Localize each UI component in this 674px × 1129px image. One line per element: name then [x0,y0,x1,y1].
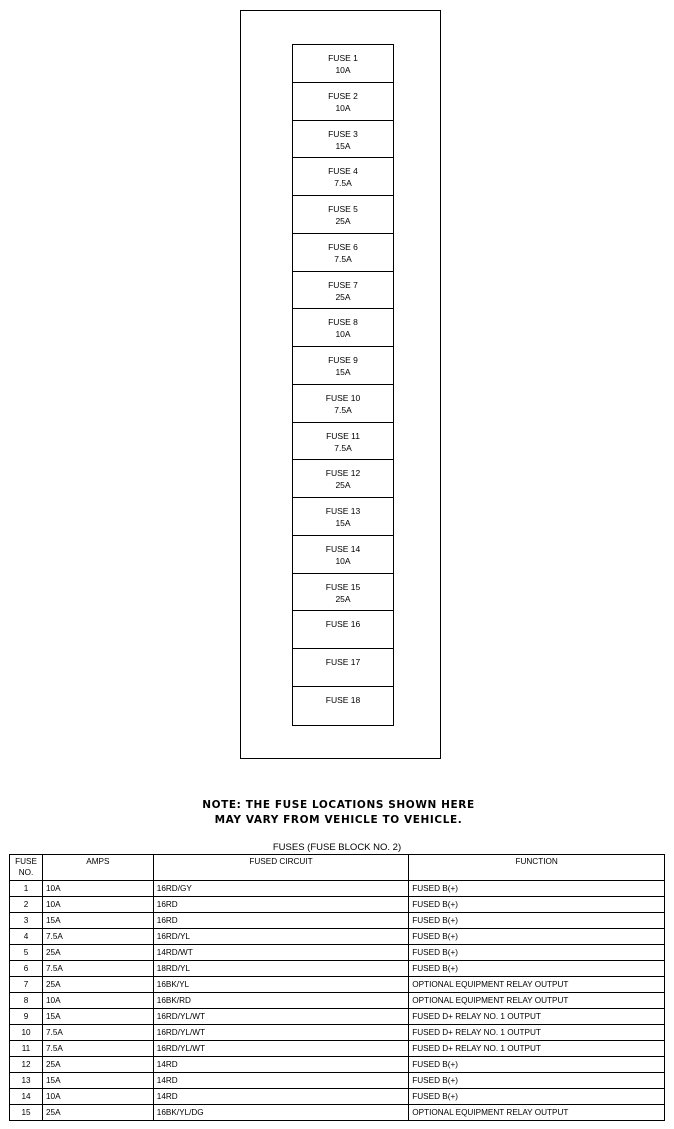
fuse-slot-label: FUSE 17 [325,657,361,667]
cell-function: FUSED B(+) [409,881,665,897]
fuse-slot-amps: 25A [335,216,351,226]
fuse-slot [293,649,393,687]
cell-amps: 25A [42,945,153,961]
cell-amps: 7.5A [42,1041,153,1057]
cell-amps: 10A [42,993,153,1009]
fuse-slot-label: FUSE 9 [328,355,358,365]
cell-amps: 10A [42,1089,153,1105]
table-row [10,929,665,945]
fuse-slot-label: FUSE 2 [328,90,358,101]
cell-function: FUSED B(+) [409,1057,665,1073]
cell-function: FUSED B(+) [409,945,665,961]
cell-fuse-no: 13 [10,1073,43,1089]
fuse-slot [293,121,393,159]
fuse-slot-label: FUSE 18 [325,694,361,705]
cell-amps: 10A [42,897,153,913]
fuse-slot-amps: 25A [335,480,351,491]
fuse-slot [293,574,393,612]
cell-function: FUSED B(+) [409,1089,665,1105]
fuse-slot-amps: 10A [335,555,351,566]
header-amps: AMPS [42,855,153,881]
note-line-1: NOTE: THE FUSE LOCATIONS SHOWN HERE [202,799,475,811]
table-row [10,897,665,913]
cell-fused-circuit: 16RD [153,897,408,913]
table-row [10,945,665,961]
table-row [10,961,665,977]
cell-fuse-no: 11 [10,1041,43,1057]
cell-fuse-no: 6 [10,961,43,977]
fuse-slot-label: FUSE 1 [328,53,358,63]
fuse-slot-label: FUSE 7 [328,279,358,290]
fuse-slot-label: FUSE 14 [325,543,361,554]
table-row [10,977,665,993]
cell-fused-circuit: 16RD/YL/WT [153,1041,408,1057]
cell-fuse-no: 15 [10,1105,43,1121]
header-fuse-no-line-1: FUSE [15,857,37,866]
cell-function: FUSED B(+) [409,913,665,929]
cell-amps: 7.5A [42,961,153,977]
fuse-slot [293,347,393,385]
cell-amps: 7.5A [42,1025,153,1041]
fuse-slot [293,536,393,574]
fuse-table-header-row [10,855,665,881]
table-row [10,881,665,897]
cell-fused-circuit: 14RD [153,1057,408,1073]
cell-fused-circuit: 16RD/YL/WT [153,1025,408,1041]
cell-fused-circuit: 16BK/RD [153,993,408,1009]
cell-function: OPTIONAL EQUIPMENT RELAY OUTPUT [409,1105,665,1121]
cell-amps: 25A [42,977,153,993]
cell-fuse-no: 4 [10,929,43,945]
fuse-slot-column [292,44,394,726]
cell-function: FUSED B(+) [409,961,665,977]
cell-function: FUSED D+ RELAY NO. 1 OUTPUT [409,1025,665,1041]
table-row [10,1009,665,1025]
cell-fused-circuit: 16RD/YL/WT [153,1009,408,1025]
fuse-slot [293,83,393,121]
fuse-slot-amps: 10A [335,102,351,113]
cell-fuse-no: 7 [10,977,43,993]
fuse-slot-label: FUSE 8 [328,317,358,328]
cell-fused-circuit: 16BK/YL [153,977,408,993]
fuse-slot-amps: 10A [335,65,351,75]
header-fuse-no-line-2: NO. [18,868,34,877]
cell-function: FUSED D+ RELAY NO. 1 OUTPUT [409,1041,665,1057]
cell-fuse-no: 10 [10,1025,43,1041]
fuse-slot-label: FUSE 13 [325,506,361,516]
cell-fused-circuit: 16RD [153,913,408,929]
fuse-slot-label: FUSE 10 [325,392,361,403]
fuse-slot [293,498,393,536]
fuse-slot [293,272,393,310]
fuse-slot-label: FUSE 16 [325,619,361,630]
fuse-slot-amps: 7.5A [334,404,352,415]
cell-fuse-no: 8 [10,993,43,1009]
fuse-slot [293,687,393,725]
cell-function: OPTIONAL EQUIPMENT RELAY OUTPUT [409,977,665,993]
cell-amps: 15A [42,1073,153,1089]
fuse-slot-amps: 25A [335,593,351,604]
cell-fuse-no: 5 [10,945,43,961]
header-function: FUNCTION [409,855,665,881]
fuse-slot-label: FUSE 15 [325,581,361,592]
fuse-slot-amps: 7.5A [334,178,352,189]
fuse-slot [293,309,393,347]
header-fuse-no [10,855,43,881]
fuse-slot-amps: 15A [335,518,351,528]
table-row [10,1073,665,1089]
cell-fused-circuit: 14RD/WT [153,945,408,961]
table-row [10,1105,665,1121]
fuse-slot-label: FUSE 3 [328,128,358,139]
cell-fuse-no: 14 [10,1089,43,1105]
fuse-slot [293,385,393,423]
cell-function: FUSED B(+) [409,897,665,913]
table-row [10,1089,665,1105]
fuse-slot [293,423,393,461]
cell-fused-circuit: 14RD [153,1073,408,1089]
cell-amps: 15A [42,913,153,929]
cell-fused-circuit: 16RD/YL [153,929,408,945]
fuse-slot-amps: 10A [335,329,351,340]
note-line-2: MAY VARY FROM VEHICLE TO VEHICLE. [214,814,463,826]
cell-fused-circuit: 16BK/YL/DG [153,1105,408,1121]
fuse-table [9,854,665,1121]
header-fused-circuit: FUSED CIRCUIT [153,855,408,881]
cell-fused-circuit: 14RD [153,1089,408,1105]
fuse-location-note [0,798,674,828]
fuse-slot [293,460,393,498]
cell-function: FUSED B(+) [409,929,665,945]
fuse-slot [293,196,393,234]
table-row [10,913,665,929]
fuse-slot-amps: 15A [335,140,351,151]
table-row [10,1057,665,1073]
cell-fuse-no: 1 [10,881,43,897]
fuse-slot-label: FUSE 5 [328,204,358,214]
fuse-slot-label: FUSE 6 [328,241,358,252]
cell-function: FUSED D+ RELAY NO. 1 OUTPUT [409,1009,665,1025]
fuse-slot-amps: 15A [335,367,351,377]
fuse-slot-label: FUSE 4 [328,166,358,177]
cell-fuse-no: 2 [10,897,43,913]
fuse-slot [293,611,393,649]
fuse-slot [293,45,393,83]
cell-amps: 25A [42,1105,153,1121]
table-row [10,1025,665,1041]
fuse-slot-label: FUSE 12 [325,468,361,479]
fuse-slot-label: FUSE 11 [326,430,360,441]
cell-amps: 25A [42,1057,153,1073]
cell-function: FUSED B(+) [409,1073,665,1089]
cell-fused-circuit: 18RD/YL [153,961,408,977]
fuse-slot-amps: 7.5A [334,253,352,264]
cell-amps: 7.5A [42,929,153,945]
fuse-slot [293,234,393,272]
fuse-slot [293,158,393,196]
fuse-slot-amps: 25A [335,291,351,302]
fuse-table-title: FUSES (FUSE BLOCK NO. 2) [272,842,402,853]
fuse-slot-amps: 7.5A [334,442,352,453]
cell-fuse-no: 12 [10,1057,43,1073]
table-row [10,1041,665,1057]
cell-amps: 10A [42,881,153,897]
cell-amps: 15A [42,1009,153,1025]
table-row [10,993,665,1009]
cell-function: OPTIONAL EQUIPMENT RELAY OUTPUT [409,993,665,1009]
cell-fuse-no: 9 [10,1009,43,1025]
cell-fuse-no: 3 [10,913,43,929]
cell-fused-circuit: 16RD/GY [153,881,408,897]
